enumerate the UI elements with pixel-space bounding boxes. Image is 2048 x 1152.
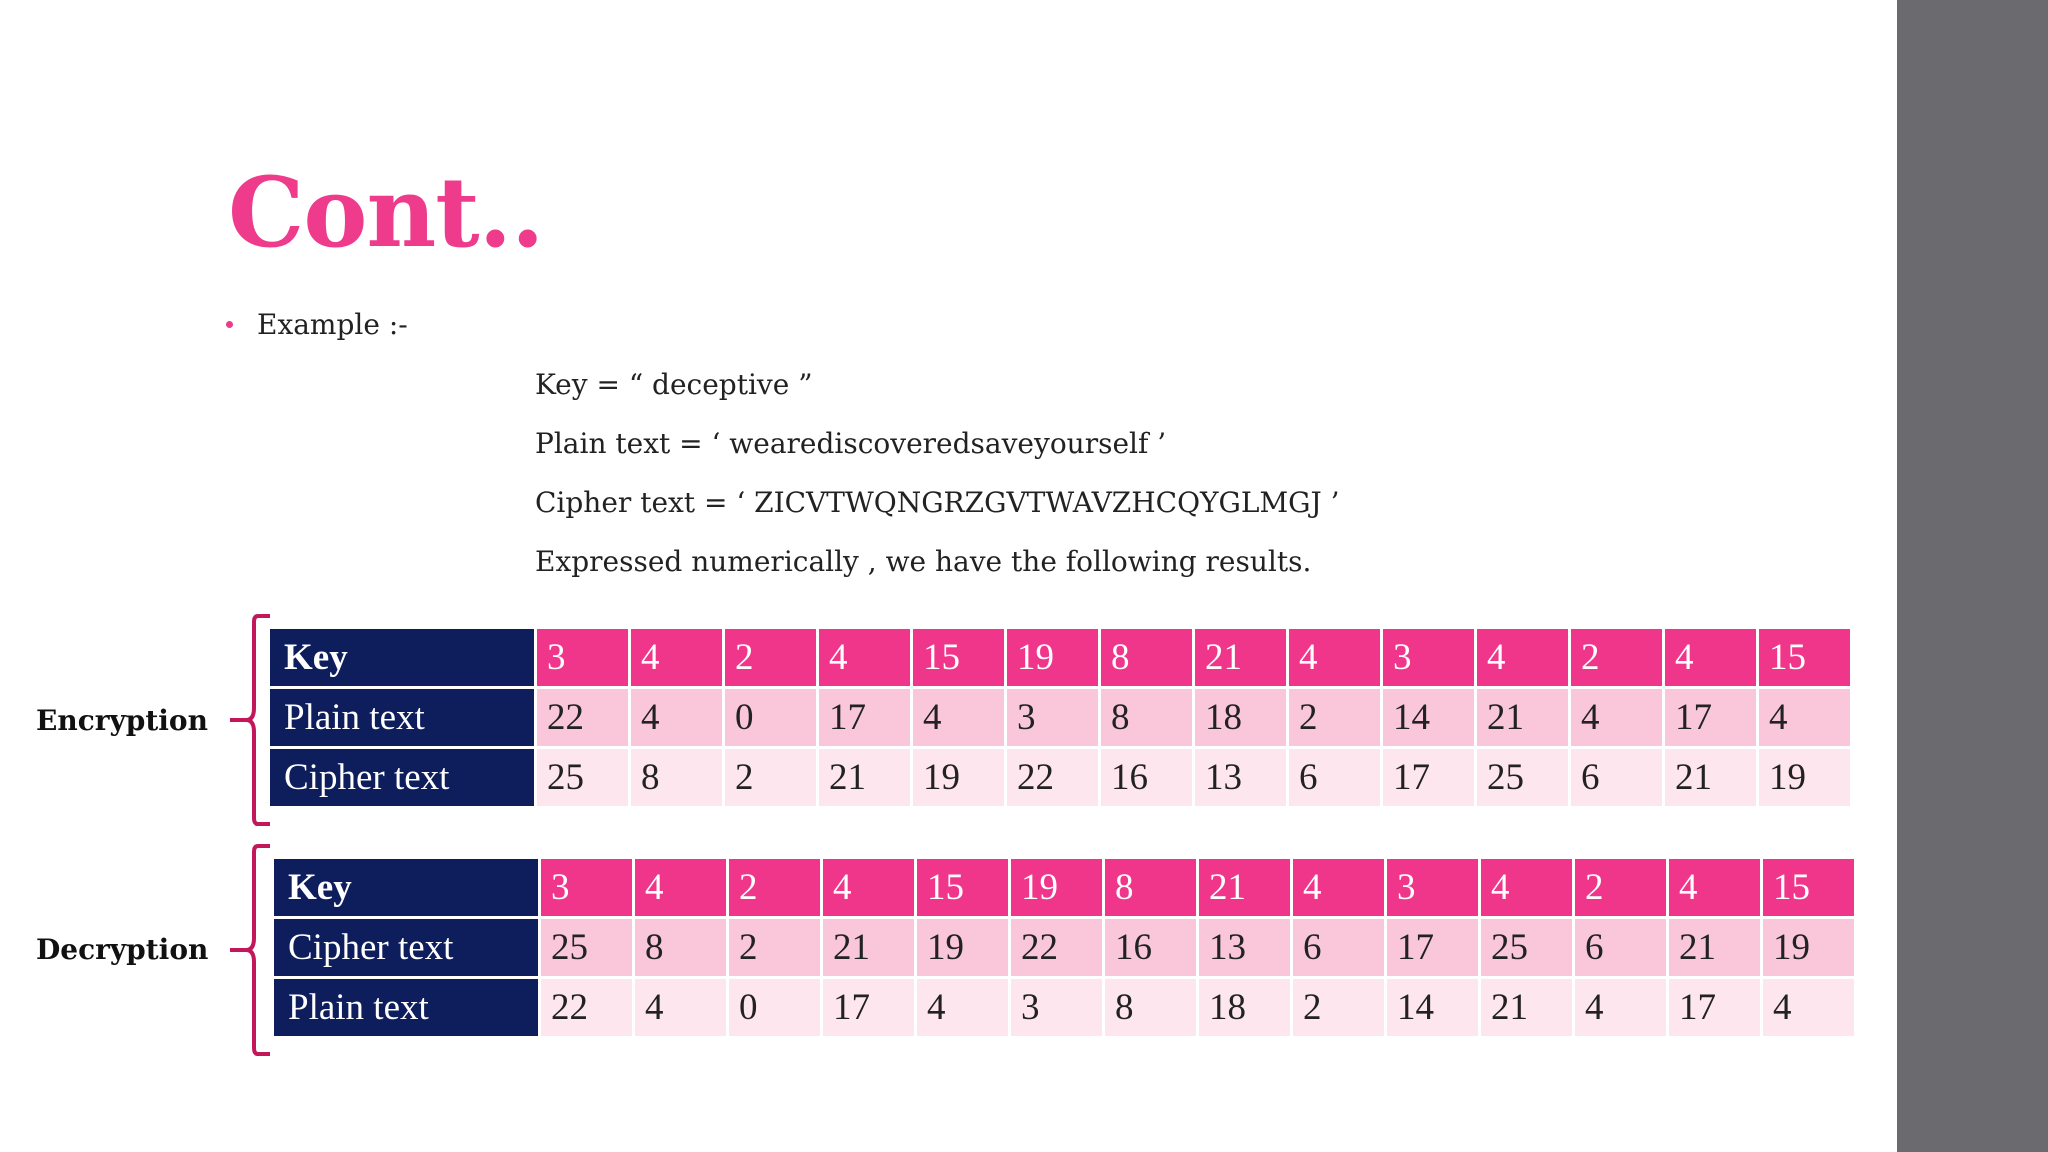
table-cell: 2 <box>729 859 820 916</box>
table-cell: 4 <box>1665 629 1756 686</box>
expressed-line: Expressed numerically , we have the following results. <box>535 545 1312 578</box>
table-cell: 17 <box>1387 919 1478 976</box>
table-cell: 8 <box>1101 629 1192 686</box>
row-header: Key <box>270 629 534 686</box>
table-cell: 4 <box>917 979 1008 1036</box>
table-cell: 16 <box>1105 919 1196 976</box>
table-cell: 2 <box>725 629 816 686</box>
table-cell: 19 <box>1007 629 1098 686</box>
table-cell: 25 <box>541 919 632 976</box>
table-cell: 8 <box>631 749 722 806</box>
bullet-dot-icon <box>226 321 233 328</box>
table-cell: 4 <box>1571 689 1662 746</box>
table-cell: 4 <box>1669 859 1760 916</box>
bullet-example <box>226 308 408 341</box>
table-cell: 17 <box>819 689 910 746</box>
table-cell: 4 <box>1477 629 1568 686</box>
table-cell: 14 <box>1383 689 1474 746</box>
table-cell: 15 <box>1759 629 1850 686</box>
table-cell: 8 <box>1105 859 1196 916</box>
table-cell: 2 <box>1571 629 1662 686</box>
table-cell: 18 <box>1199 979 1290 1036</box>
table-cell: 8 <box>1105 979 1196 1036</box>
table-cell: 21 <box>1669 919 1760 976</box>
table-cell: 19 <box>1011 859 1102 916</box>
table-cell: 3 <box>1011 979 1102 1036</box>
table-cell: 17 <box>1383 749 1474 806</box>
table-cell: 18 <box>1195 689 1286 746</box>
table-cell: 21 <box>1665 749 1756 806</box>
decryption-table <box>271 856 1857 1039</box>
table-row <box>274 859 1854 916</box>
table-cell: 4 <box>631 629 722 686</box>
row-header: Plain text <box>274 979 538 1036</box>
table-cell: 3 <box>537 629 628 686</box>
table-row <box>274 919 1854 976</box>
key-line: Key = “ deceptive ” <box>535 368 813 401</box>
table-cell: 2 <box>1575 859 1666 916</box>
table-cell: 21 <box>823 919 914 976</box>
table-cell: 16 <box>1101 749 1192 806</box>
row-header: Cipher text <box>270 749 534 806</box>
table-cell: 21 <box>1195 629 1286 686</box>
plain-text-line: Plain text = ‘ wearediscoveredsaveyourself ’ <box>535 427 1167 460</box>
table-cell: 4 <box>823 859 914 916</box>
table-cell: 19 <box>917 919 1008 976</box>
table-cell: 17 <box>823 979 914 1036</box>
table-cell: 15 <box>1763 859 1854 916</box>
table-cell: 13 <box>1199 919 1290 976</box>
row-header: Plain text <box>270 689 534 746</box>
table-cell: 4 <box>819 629 910 686</box>
table-row <box>270 629 1850 686</box>
table-cell: 6 <box>1575 919 1666 976</box>
table-cell: 19 <box>1763 919 1854 976</box>
table-cell: 2 <box>1289 689 1380 746</box>
slide-title: Cont.. <box>228 156 544 269</box>
table-cell: 4 <box>635 859 726 916</box>
table-cell: 21 <box>1199 859 1290 916</box>
table-cell: 3 <box>1007 689 1098 746</box>
table-cell: 4 <box>1289 629 1380 686</box>
table-cell: 25 <box>1477 749 1568 806</box>
table-cell: 21 <box>1481 979 1572 1036</box>
table-cell: 4 <box>1575 979 1666 1036</box>
row-header: Key <box>274 859 538 916</box>
table-cell: 14 <box>1387 979 1478 1036</box>
table-cell: 2 <box>725 749 816 806</box>
table-cell: 21 <box>1477 689 1568 746</box>
decryption-label: Decryption <box>36 933 209 966</box>
table-cell: 4 <box>1293 859 1384 916</box>
table-cell: 4 <box>1759 689 1850 746</box>
table-row <box>270 689 1850 746</box>
row-header: Cipher text <box>274 919 538 976</box>
table-cell: 3 <box>1383 629 1474 686</box>
table-cell: 8 <box>635 919 726 976</box>
table-cell: 22 <box>537 689 628 746</box>
table-row <box>274 979 1854 1036</box>
table-cell: 22 <box>1011 919 1102 976</box>
table-cell: 15 <box>917 859 1008 916</box>
table-cell: 17 <box>1669 979 1760 1036</box>
table-cell: 15 <box>913 629 1004 686</box>
table-cell: 4 <box>1481 859 1572 916</box>
table-cell: 4 <box>1763 979 1854 1036</box>
table-cell: 21 <box>819 749 910 806</box>
table-cell: 6 <box>1289 749 1380 806</box>
table-cell: 3 <box>1387 859 1478 916</box>
table-cell: 19 <box>1759 749 1850 806</box>
decryption-brace-icon <box>226 842 274 1058</box>
table-cell: 2 <box>1293 979 1384 1036</box>
table-cell: 2 <box>729 919 820 976</box>
table-cell: 3 <box>541 859 632 916</box>
table-cell: 13 <box>1195 749 1286 806</box>
table-cell: 8 <box>1101 689 1192 746</box>
table-cell: 4 <box>631 689 722 746</box>
table-cell: 22 <box>541 979 632 1036</box>
cipher-text-line: Cipher text = ‘ ZICVTWQNGRZGVTWAVZHCQYGLMGJ ’ <box>535 486 1340 519</box>
encryption-label: Encryption <box>36 704 208 737</box>
table-cell: 0 <box>729 979 820 1036</box>
table-cell: 22 <box>1007 749 1098 806</box>
table-cell: 25 <box>1481 919 1572 976</box>
table-cell: 4 <box>635 979 726 1036</box>
table-cell: 6 <box>1571 749 1662 806</box>
bullet-text: Example :- <box>257 308 408 341</box>
table-cell: 4 <box>913 689 1004 746</box>
right-side-bar <box>1897 0 2048 1152</box>
table-cell: 17 <box>1665 689 1756 746</box>
table-cell: 0 <box>725 689 816 746</box>
encryption-table <box>267 626 1853 809</box>
table-row <box>270 749 1850 806</box>
table-cell: 6 <box>1293 919 1384 976</box>
table-cell: 25 <box>537 749 628 806</box>
table-cell: 19 <box>913 749 1004 806</box>
